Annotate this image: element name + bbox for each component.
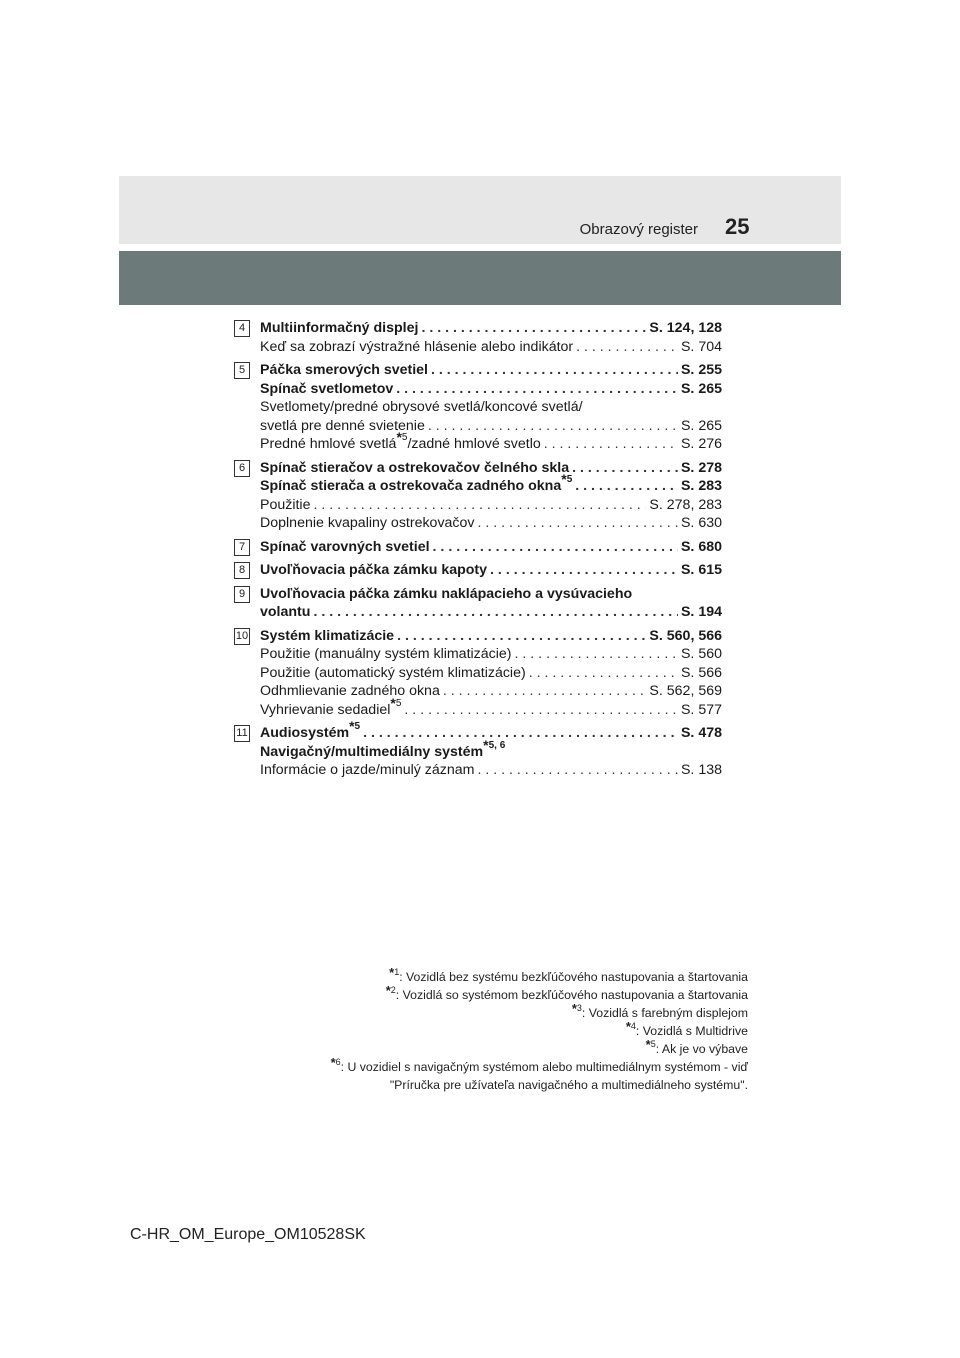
dot-leader — [478, 514, 678, 533]
footnote-text: "Príručka pre užívateľa navigačného a multimediálneho systému". — [389, 1078, 748, 1092]
index-line[interactable] — [260, 538, 722, 557]
section-title: Obrazový register — [579, 221, 698, 238]
entry-label-text: Audiosystém — [260, 725, 350, 741]
footnote-number: 4 — [630, 1021, 636, 1031]
page-reference[interactable]: S. 278, 283 — [649, 496, 722, 513]
page-reference[interactable]: S. 704 — [680, 338, 722, 355]
index-line[interactable] — [260, 429, 722, 454]
entry-label-text: Informácie o jazde/minulý záznam — [260, 762, 475, 778]
footnote-line — [331, 1001, 748, 1022]
index-line[interactable] — [260, 361, 722, 380]
entry-label — [260, 682, 440, 701]
entry-label-text: Doplnenie kvapaliny ostrekovačov — [260, 515, 475, 531]
footnote-marker: * — [396, 429, 402, 445]
dot-leader — [443, 682, 647, 701]
page-reference[interactable]: S. 124, 128 — [649, 320, 722, 336]
footnote-ref: 5 — [566, 474, 573, 485]
footnote-ref: 5 — [354, 721, 361, 732]
entry-label-text: Multiinformačný displej — [260, 320, 419, 336]
index-line[interactable] — [260, 496, 722, 515]
callout-badge: 5 — [234, 362, 250, 379]
index-line[interactable] — [260, 338, 722, 357]
index-line[interactable] — [260, 459, 722, 478]
entry-label — [260, 380, 393, 399]
index-entry — [234, 561, 722, 580]
page-reference[interactable]: S. 562, 569 — [649, 683, 722, 699]
dot-leader — [544, 435, 678, 454]
entry-label — [260, 429, 541, 454]
index-content — [234, 319, 722, 785]
entry-label-text: svetlá pre denné svietenie — [260, 417, 425, 434]
index-line[interactable] — [260, 694, 722, 720]
callout-badge: 11 — [234, 725, 250, 742]
footnote-number: 5 — [650, 1039, 656, 1049]
footnote-text: : U vozidiel s navigačným systémom alebo multimediálnym systémom - viď — [340, 1060, 748, 1074]
entry-label — [260, 459, 569, 478]
footnote-marker: * — [625, 1019, 631, 1034]
page-reference[interactable]: S. 265 — [680, 417, 722, 434]
index-line[interactable] — [260, 514, 722, 533]
index-entry — [234, 585, 722, 622]
dot-leader — [490, 561, 678, 580]
entry-label-text: volantu — [260, 604, 311, 620]
entry-text-line — [260, 736, 722, 762]
page-reference[interactable]: S. 680 — [680, 538, 722, 555]
entry-label-text: Keď sa zobrazí výstražné hlásenie alebo indikátor — [260, 338, 574, 355]
page-reference[interactable]: S. 478 — [680, 725, 722, 741]
dot-leader — [397, 627, 646, 646]
dot-leader — [575, 477, 678, 496]
entry-label — [260, 603, 310, 622]
index-line[interactable] — [260, 417, 722, 436]
dot-leader — [404, 701, 678, 720]
dot-leader — [313, 496, 646, 515]
index-entry — [234, 627, 722, 720]
index-line[interactable] — [260, 380, 722, 399]
footnote-marker: * — [571, 1001, 577, 1016]
footnote-number: 2 — [390, 985, 396, 995]
footnote-marker: * — [483, 736, 489, 753]
entry-label — [260, 664, 526, 683]
page-reference[interactable]: S. 566 — [680, 664, 722, 681]
entry-label — [260, 514, 475, 533]
entry-label-text: Použitie — [260, 496, 311, 513]
entry-label — [260, 627, 394, 646]
index-line[interactable] — [260, 645, 722, 664]
footnote-ref: 5 — [395, 697, 402, 709]
entry-label-text: Systém klimatizácie — [260, 627, 395, 644]
header-band-dark — [119, 251, 841, 305]
entry-text-line — [260, 398, 722, 417]
footnotes — [330, 965, 748, 1094]
page-reference[interactable]: S. 615 — [680, 562, 722, 578]
dot-leader — [421, 319, 646, 338]
callout-badge: 7 — [234, 539, 250, 556]
entry-label — [260, 761, 474, 780]
footnote-text: : Vozidlá so systémom bezkľúčového nastupovania a štartovania — [395, 988, 748, 1002]
footnote-line — [331, 965, 748, 986]
page-reference[interactable]: S. 560, 566 — [649, 627, 722, 644]
entry-label — [260, 338, 573, 357]
page-reference[interactable]: S. 560 — [680, 646, 722, 662]
entry-text-line — [260, 585, 722, 604]
footnote-text: : Vozidlá s Multidrive — [635, 1024, 748, 1038]
entry-label — [260, 319, 418, 338]
dot-leader — [396, 380, 678, 399]
footnote-marker: * — [561, 471, 567, 487]
dot-leader — [433, 538, 678, 557]
dot-leader — [576, 338, 678, 357]
page-reference[interactable]: S. 138 — [680, 762, 722, 778]
page-reference[interactable]: S. 278 — [680, 459, 722, 476]
footnote-text: : Ak je vo výbave — [655, 1042, 748, 1056]
footnote-marker: * — [330, 1055, 336, 1070]
footnote-text: : Vozidlá s farebným displejom — [581, 1006, 748, 1020]
footnote-number: 6 — [335, 1057, 341, 1067]
dot-leader — [529, 664, 678, 683]
dot-leader — [431, 361, 678, 380]
entry-label-text: Spínač stieračov a ostrekovačov čelného skla — [260, 459, 570, 476]
index-entry — [234, 459, 722, 533]
dot-leader — [572, 459, 678, 478]
document-code: C-HR_OM_Europe_OM10528SK — [130, 1226, 366, 1243]
entry-label-text: Predné hmlové svetlá — [260, 436, 397, 452]
index-line[interactable] — [260, 682, 722, 701]
footnote-line — [331, 983, 748, 1004]
callout-badge: 10 — [234, 628, 250, 645]
index-line[interactable] — [260, 761, 722, 780]
entry-label — [260, 718, 361, 743]
page-reference[interactable]: S. 283 — [680, 478, 722, 494]
entry-label — [260, 496, 310, 515]
page-reference[interactable]: S. 630 — [680, 515, 722, 531]
footnote-ref: 5 — [401, 432, 408, 443]
entry-label — [260, 561, 487, 580]
index-entry — [234, 361, 722, 454]
entry-label-suffix: /zadné hmlové svetlo — [407, 436, 541, 452]
entry-text: Uvoľňovacia páčka zámku naklápacieho a vysúvacieho — [260, 585, 633, 602]
callout-badge: 6 — [234, 460, 250, 477]
entry-text: Navigačný/multimediálny systém — [260, 743, 484, 760]
footnote-line — [331, 1076, 748, 1094]
entry-label-text: Použitie (manuálny systém klimatizácie) — [260, 646, 512, 662]
page-reference[interactable]: S. 194 — [680, 604, 722, 620]
footnote-marker: * — [390, 694, 396, 711]
entry-label — [260, 538, 430, 557]
index-line[interactable] — [260, 664, 722, 683]
index-line[interactable] — [260, 627, 722, 646]
callout-badge: 8 — [234, 562, 250, 579]
index-line[interactable] — [260, 319, 722, 338]
entry-label-text: Uvoľňovacia páčka zámku kapoty — [260, 562, 488, 578]
page-reference[interactable]: S. 577 — [680, 701, 722, 718]
dot-leader — [363, 724, 678, 743]
footnote-line — [330, 1055, 748, 1076]
entry-label — [260, 645, 512, 664]
index-line[interactable] — [260, 603, 722, 622]
footnote-line — [331, 1019, 748, 1040]
footnote-text: : Vozidlá bez systému bezkľúčového nastupovania a štartovania — [399, 970, 748, 984]
page-reference[interactable]: S. 276 — [680, 436, 722, 452]
footnote-number: 1 — [394, 967, 400, 977]
entry-label-text: Spínač svetlometov — [260, 380, 394, 397]
entry-label-text: Odhmlievanie zadného okna — [260, 683, 440, 699]
footnote-ref: 5, 6 — [488, 739, 506, 751]
entry-label-text: Použitie (automatický systém klimatizácie) — [260, 664, 526, 681]
entry-label-text: Spínač varovných svetiel — [260, 538, 430, 555]
footnote-marker: * — [385, 983, 391, 998]
entry-label-text: Vyhrievanie sedadiel — [260, 701, 391, 718]
index-line[interactable] — [260, 561, 722, 580]
footnote-marker: * — [645, 1037, 651, 1052]
entry-label — [260, 361, 428, 380]
page-number: 25 — [725, 214, 750, 239]
callout-badge: 4 — [234, 320, 250, 337]
index-entry — [234, 319, 722, 356]
page-reference[interactable]: S. 265 — [680, 380, 722, 397]
dot-leader — [428, 417, 678, 436]
footnote-number: 3 — [576, 1003, 582, 1013]
index-entry — [234, 538, 722, 557]
footnote-line — [331, 1037, 748, 1058]
callout-badge: 9 — [234, 586, 250, 603]
dot-leader — [477, 761, 677, 780]
index-entry — [234, 718, 722, 780]
index-line[interactable] — [260, 471, 722, 496]
entry-text: Svetlomety/predné obrysové svetlá/koncové svetlá/ — [260, 399, 583, 415]
entry-label — [260, 471, 573, 496]
entry-label — [260, 694, 402, 720]
page-reference[interactable]: S. 255 — [680, 362, 722, 378]
dot-leader — [515, 645, 678, 664]
footnote-marker: * — [349, 718, 355, 734]
entry-label-text: Spínač stierača a ostrekovača zadného okna — [260, 478, 562, 494]
dot-leader — [313, 603, 678, 622]
entry-label-text: Páčka smerových svetiel — [260, 362, 428, 378]
footnote-marker: * — [389, 965, 395, 980]
